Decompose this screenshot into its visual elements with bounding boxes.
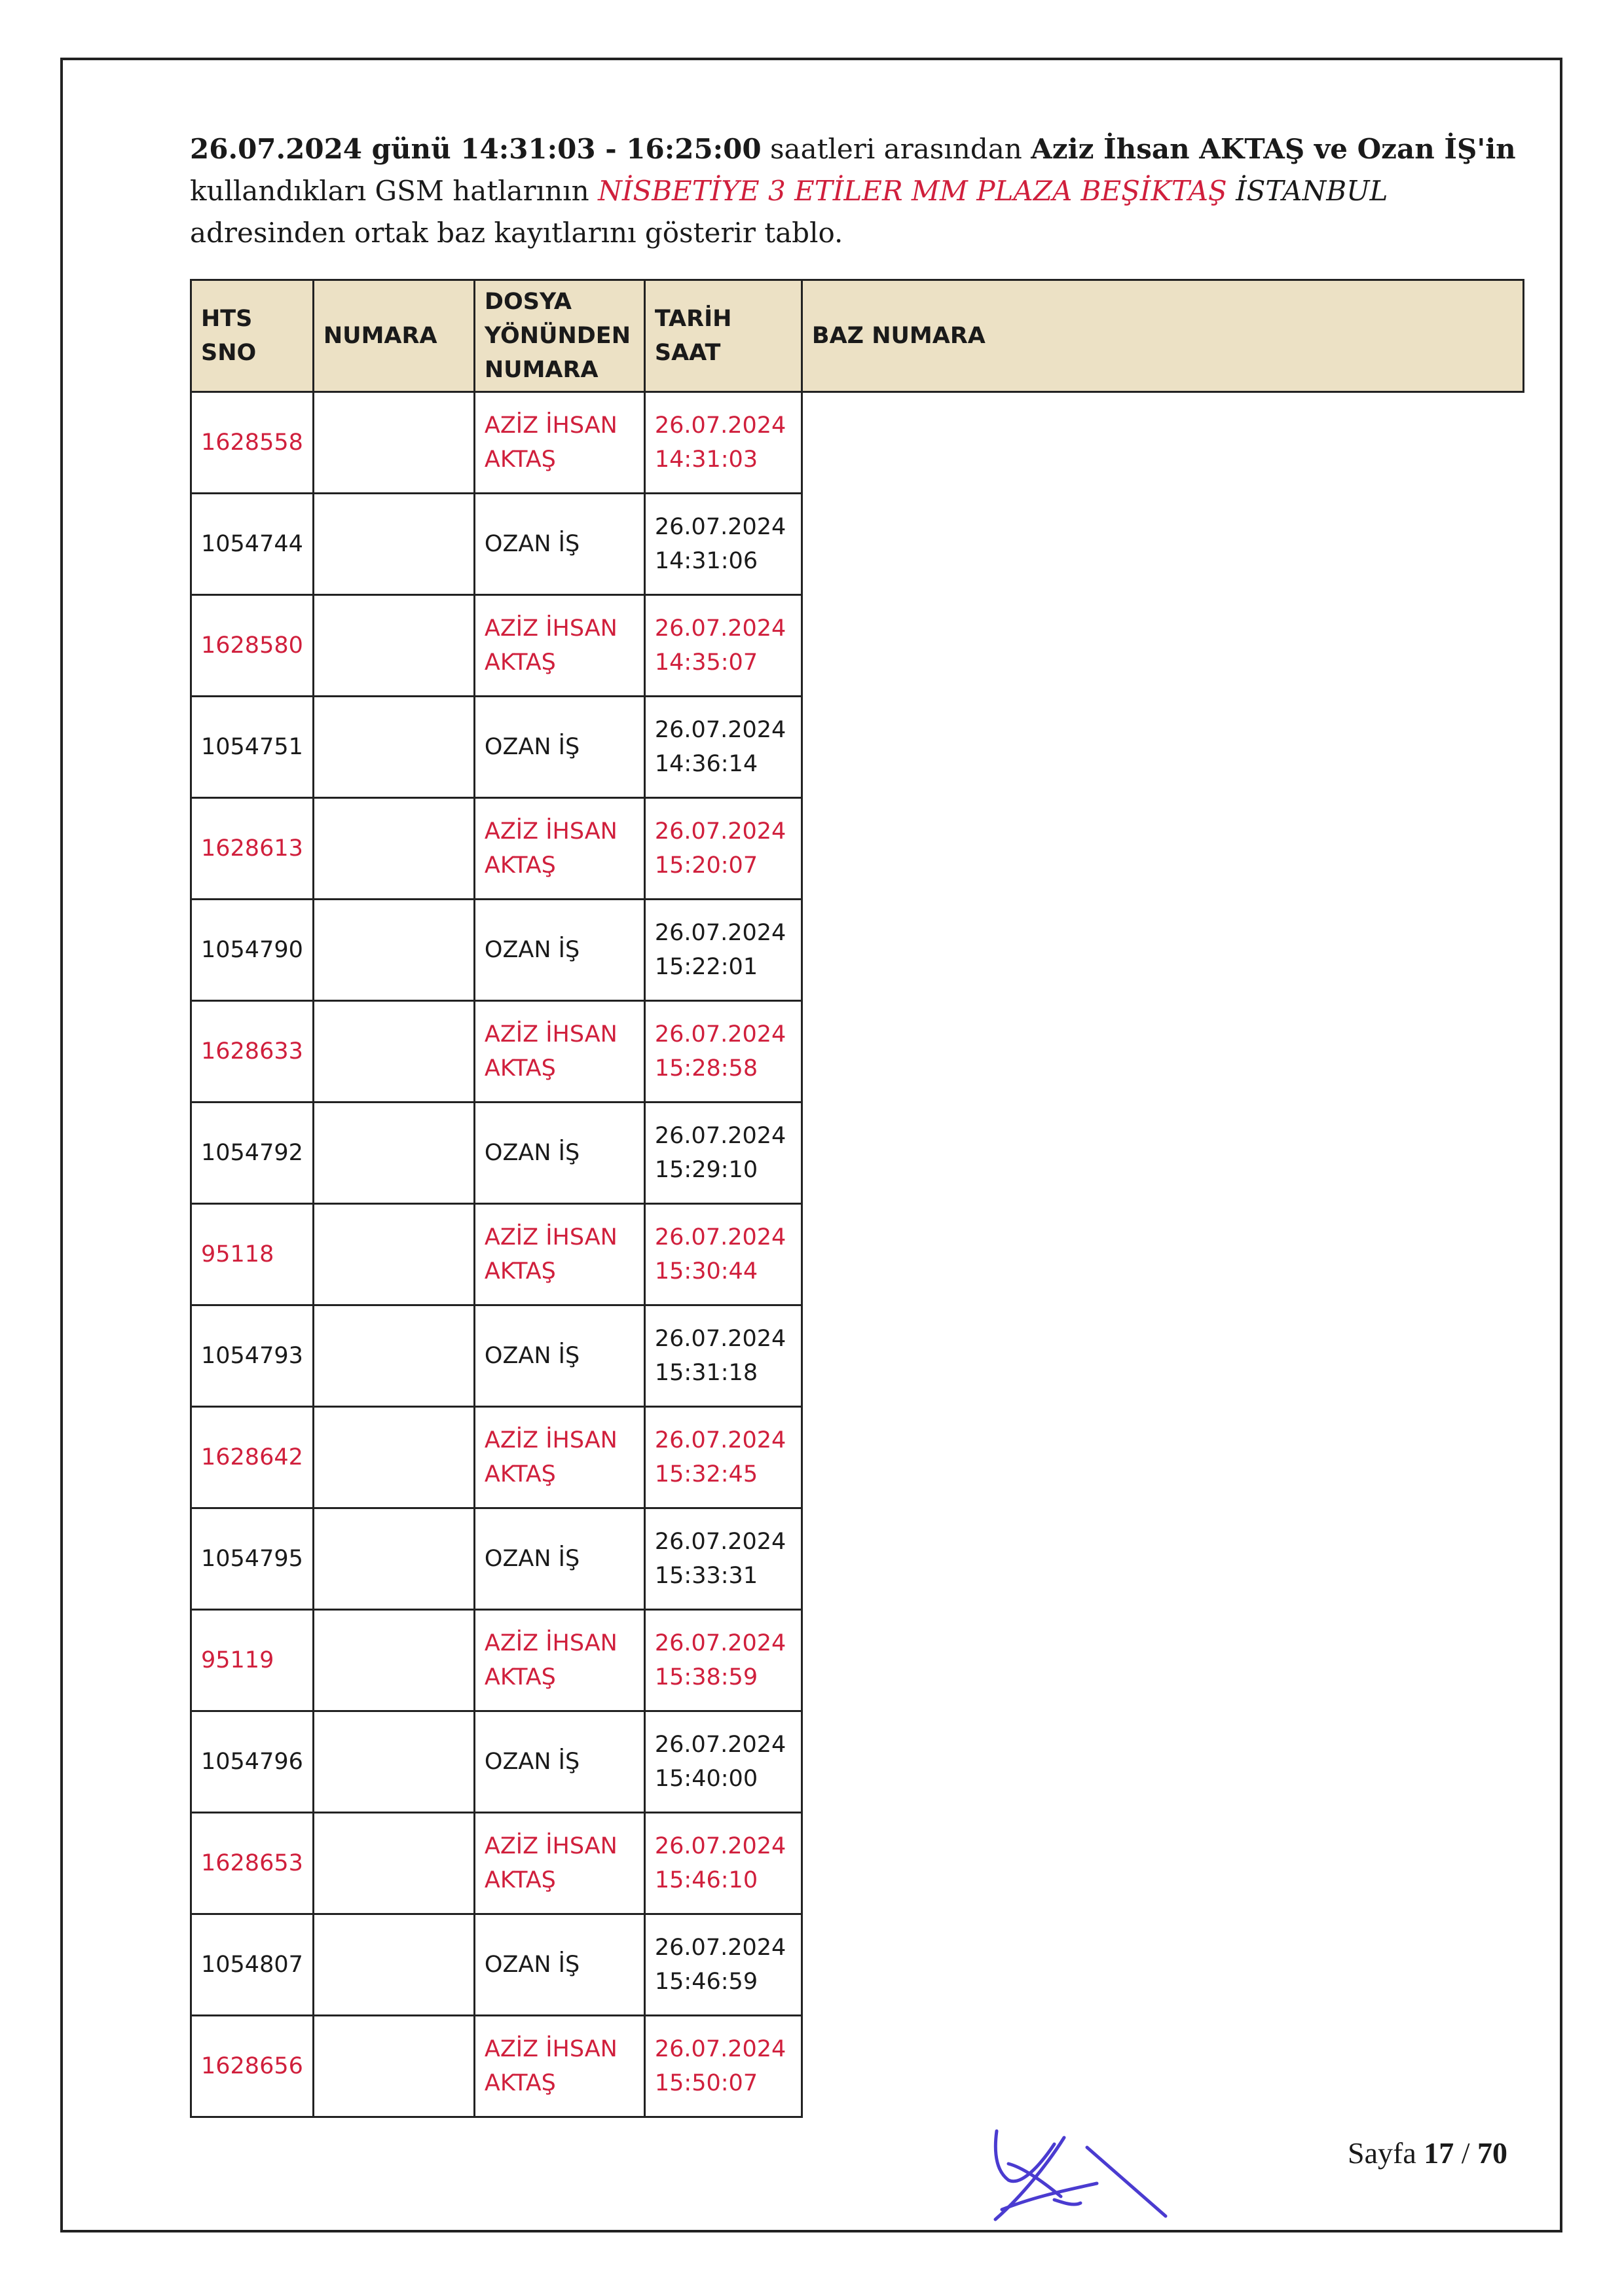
- cell-time: 15:28:58: [654, 1055, 758, 1082]
- cell-numara: [313, 494, 474, 595]
- cell-dosya-line-2: AKTAŞ: [484, 446, 556, 473]
- cell-tarih-saat: [644, 1305, 802, 1407]
- table-row: [191, 494, 1524, 595]
- signature-image: [982, 2118, 1179, 2229]
- cell-time: 15:40:00: [654, 1766, 758, 1792]
- cell-hts-sno: 1628642: [191, 1407, 314, 1508]
- table-row: [191, 697, 1524, 798]
- cell-baz-numara: [802, 494, 1523, 595]
- table-row: [191, 1305, 1524, 1407]
- cell-date: 26.07.2024: [654, 1123, 786, 1149]
- cell-time: 15:32:45: [654, 1461, 758, 1487]
- cell-hts-sno: 1628580: [191, 595, 314, 697]
- intro-paragraph: [190, 128, 1526, 254]
- cell-date: 26.07.2024: [654, 1935, 786, 1961]
- cell-baz-numara: [802, 1813, 1523, 1914]
- intro-date-range: 26.07.2024 günü 14:31:03 - 16:25:00: [190, 133, 762, 165]
- cell-hts-sno: 1054796: [191, 1711, 314, 1813]
- cell-numara: [313, 1407, 474, 1508]
- page-number: [1348, 2136, 1507, 2170]
- header-numara-line: NUMARA: [484, 357, 599, 383]
- table-row: [191, 2016, 1524, 2117]
- table-row: [191, 1813, 1524, 1914]
- cell-dosya-line-1: AZİZ İHSAN: [484, 1630, 618, 1656]
- cell-dosya-yonunden-numara: [474, 1001, 644, 1102]
- cell-dosya-line-1: AZİZ İHSAN: [484, 2036, 618, 2062]
- cell-dosya-yonunden-numara: [474, 1305, 644, 1407]
- cell-tarih-saat: [644, 1914, 802, 2016]
- cell-dosya-line-2: AKTAŞ: [484, 2070, 556, 2096]
- cell-numara: [313, 697, 474, 798]
- cell-dosya-line-1: OZAN İŞ: [484, 1749, 580, 1775]
- cell-dosya-line-1: AZİZ İHSAN: [484, 615, 618, 642]
- cell-baz-numara: [802, 1508, 1523, 1610]
- cell-dosya-yonunden-numara: [474, 595, 644, 697]
- cell-tarih-saat: [644, 1813, 802, 1914]
- cell-date: 26.07.2024: [654, 615, 786, 642]
- cell-dosya-yonunden-numara: [474, 1102, 644, 1204]
- cell-date: 26.07.2024: [654, 514, 786, 540]
- cell-baz-numara: [802, 900, 1523, 1001]
- cell-date: 26.07.2024: [654, 412, 786, 439]
- cell-dosya-line-1: OZAN İŞ: [484, 1546, 580, 1572]
- cell-dosya-line-1: OZAN İŞ: [484, 937, 580, 963]
- cell-hts-sno: 1054792: [191, 1102, 314, 1204]
- cell-hts-sno: 95118: [191, 1204, 314, 1305]
- cell-baz-numara: [802, 1305, 1523, 1407]
- table-row: [191, 798, 1524, 900]
- cell-hts-sno: 1054744: [191, 494, 314, 595]
- cell-baz-numara: [802, 2016, 1523, 2117]
- intro-text-1: saatleri arasından: [761, 133, 1031, 165]
- cell-dosya-line-1: AZİZ İHSAN: [484, 818, 618, 845]
- table-row: [191, 900, 1524, 1001]
- cell-date: 26.07.2024: [654, 1427, 786, 1453]
- cell-dosya-line-2: AKTAŞ: [484, 649, 556, 676]
- header-yonunden-line: YÖNÜNDEN: [484, 323, 631, 349]
- cell-numara: [313, 900, 474, 1001]
- cell-tarih-saat: [644, 900, 802, 1001]
- cell-tarih-saat: [644, 1610, 802, 1711]
- cell-hts-sno: 95119: [191, 1610, 314, 1711]
- cell-hts-sno: 1628558: [191, 392, 314, 494]
- cell-hts-sno: 1054793: [191, 1305, 314, 1407]
- table-header-row: [191, 280, 1524, 392]
- cell-dosya-line-1: OZAN İŞ: [484, 1343, 580, 1369]
- cell-dosya-yonunden-numara: [474, 697, 644, 798]
- cell-dosya-yonunden-numara: [474, 1204, 644, 1305]
- cell-hts-sno: 1628613: [191, 798, 314, 900]
- cell-time: 15:29:10: [654, 1157, 758, 1183]
- cell-tarih-saat: [644, 798, 802, 900]
- cell-tarih-saat: [644, 1001, 802, 1102]
- cell-baz-numara: [802, 1914, 1523, 2016]
- cell-dosya-line-1: AZİZ İHSAN: [484, 1427, 618, 1453]
- table-body: [191, 392, 1524, 2117]
- table-row: [191, 1204, 1524, 1305]
- cell-time: 15:50:07: [654, 2070, 758, 2096]
- cell-date: 26.07.2024: [654, 1732, 786, 1758]
- table-row: [191, 1001, 1524, 1102]
- cell-tarih-saat: [644, 595, 802, 697]
- cell-dosya-yonunden-numara: [474, 1610, 644, 1711]
- cell-dosya-line-1: AZİZ İHSAN: [484, 412, 618, 439]
- cell-dosya-line-2: AKTAŞ: [484, 1258, 556, 1285]
- header-dosya-line: DOSYA: [484, 289, 572, 315]
- cell-baz-numara: [802, 392, 1523, 494]
- cell-dosya-yonunden-numara: [474, 1508, 644, 1610]
- cell-hts-sno: 1054807: [191, 1914, 314, 2016]
- page-separator: /: [1454, 2136, 1478, 2170]
- table-row: [191, 392, 1524, 494]
- cell-tarih-saat: [644, 392, 802, 494]
- table-row: [191, 1914, 1524, 2016]
- cell-numara: [313, 1508, 474, 1610]
- intro-text-2: kullandıkları GSM hatlarının: [190, 175, 599, 207]
- cell-hts-sno: 1628656: [191, 2016, 314, 2117]
- page-current: 17: [1424, 2136, 1454, 2170]
- baz-records-table: [190, 279, 1524, 2118]
- cell-tarih-saat: [644, 1102, 802, 1204]
- cell-baz-numara: [802, 1711, 1523, 1813]
- cell-date: 26.07.2024: [654, 1630, 786, 1656]
- cell-date: 26.07.2024: [654, 920, 786, 946]
- cell-numara: [313, 1102, 474, 1204]
- cell-time: 14:35:07: [654, 649, 758, 676]
- cell-tarih-saat: [644, 1508, 802, 1610]
- cell-baz-numara: [802, 1204, 1523, 1305]
- cell-dosya-line-1: AZİZ İHSAN: [484, 1021, 618, 1048]
- cell-numara: [313, 1711, 474, 1813]
- cell-numara: [313, 595, 474, 697]
- cell-hts-sno: 1628633: [191, 1001, 314, 1102]
- header-sno-line: SNO: [201, 340, 257, 366]
- cell-dosya-yonunden-numara: [474, 798, 644, 900]
- cell-hts-sno: 1054790: [191, 900, 314, 1001]
- cell-date: 26.07.2024: [654, 717, 786, 743]
- cell-dosya-line-1: AZİZ İHSAN: [484, 1224, 618, 1250]
- cell-dosya-line-2: AKTAŞ: [484, 852, 556, 879]
- cell-baz-numara: [802, 798, 1523, 900]
- cell-baz-numara: [802, 1001, 1523, 1102]
- cell-time: 15:38:59: [654, 1664, 758, 1690]
- cell-dosya-line-2: AKTAŞ: [484, 1664, 556, 1690]
- cell-tarih-saat: [644, 2016, 802, 2117]
- table-row: [191, 1508, 1524, 1610]
- table-row: [191, 595, 1524, 697]
- intro-text-3: adresinden ortak baz kayıtlarını gösterir tablo.: [190, 217, 843, 249]
- cell-tarih-saat: [644, 494, 802, 595]
- cell-time: 15:22:01: [654, 954, 758, 980]
- table-row: [191, 1407, 1524, 1508]
- cell-tarih-saat: [644, 1204, 802, 1305]
- cell-dosya-yonunden-numara: [474, 494, 644, 595]
- intro-address-city: İSTANBUL: [1227, 175, 1388, 207]
- cell-tarih-saat: [644, 697, 802, 798]
- table-row: [191, 1102, 1524, 1204]
- cell-time: 14:36:14: [654, 751, 758, 777]
- header-dosya-yonunden-numara: [474, 280, 644, 392]
- cell-baz-numara: [802, 1407, 1523, 1508]
- cell-dosya-line-2: AKTAŞ: [484, 1055, 556, 1082]
- cell-baz-numara: [802, 1610, 1523, 1711]
- cell-numara: [313, 392, 474, 494]
- cell-numara: [313, 798, 474, 900]
- cell-dosya-line-1: OZAN İŞ: [484, 1952, 580, 1978]
- cell-dosya-yonunden-numara: [474, 1711, 644, 1813]
- intro-persons: Aziz İhsan AKTAŞ ve Ozan İŞ'in: [1031, 133, 1516, 165]
- cell-hts-sno: 1054751: [191, 697, 314, 798]
- page-total: 70: [1477, 2136, 1508, 2170]
- cell-time: 15:33:31: [654, 1563, 758, 1589]
- cell-date: 26.07.2024: [654, 1529, 786, 1555]
- cell-baz-numara: [802, 1102, 1523, 1204]
- page-label: Sayfa: [1348, 2136, 1424, 2170]
- cell-hts-sno: 1628653: [191, 1813, 314, 1914]
- cell-date: 26.07.2024: [654, 1021, 786, 1048]
- header-numara: NUMARA: [313, 280, 474, 392]
- cell-time: 15:46:10: [654, 1867, 758, 1893]
- cell-time: 15:31:18: [654, 1360, 758, 1386]
- cell-dosya-yonunden-numara: [474, 1813, 644, 1914]
- cell-dosya-yonunden-numara: [474, 2016, 644, 2117]
- cell-time: 15:46:59: [654, 1969, 758, 1995]
- table-row: [191, 1610, 1524, 1711]
- cell-numara: [313, 1914, 474, 2016]
- header-tarih-saat: TARİH SAAT: [644, 280, 802, 392]
- cell-dosya-line-2: AKTAŞ: [484, 1461, 556, 1487]
- cell-date: 26.07.2024: [654, 1326, 786, 1352]
- cell-numara: [313, 1305, 474, 1407]
- cell-date: 26.07.2024: [654, 2036, 786, 2062]
- cell-time: 14:31:03: [654, 446, 758, 473]
- cell-numara: [313, 1813, 474, 1914]
- cell-dosya-yonunden-numara: [474, 1407, 644, 1508]
- cell-numara: [313, 1001, 474, 1102]
- table-row: [191, 1711, 1524, 1813]
- cell-dosya-line-1: OZAN İŞ: [484, 1140, 580, 1166]
- cell-time: 15:30:44: [654, 1258, 758, 1285]
- intro-address: NİSBETİYE 3 ETİLER MM PLAZA BEŞİKTAŞ: [598, 175, 1227, 207]
- cell-date: 26.07.2024: [654, 1224, 786, 1250]
- cell-dosya-line-1: AZİZ İHSAN: [484, 1833, 618, 1859]
- cell-baz-numara: [802, 697, 1523, 798]
- cell-dosya-line-2: AKTAŞ: [484, 1867, 556, 1893]
- cell-time: 14:31:06: [654, 548, 758, 574]
- cell-tarih-saat: [644, 1407, 802, 1508]
- cell-numara: [313, 1204, 474, 1305]
- cell-date: 26.07.2024: [654, 818, 786, 845]
- cell-tarih-saat: [644, 1711, 802, 1813]
- cell-dosya-yonunden-numara: [474, 1914, 644, 2016]
- cell-hts-sno: 1054795: [191, 1508, 314, 1610]
- cell-numara: [313, 1610, 474, 1711]
- cell-dosya-line-1: OZAN İŞ: [484, 734, 580, 760]
- cell-baz-numara: [802, 595, 1523, 697]
- cell-time: 15:20:07: [654, 852, 758, 879]
- cell-dosya-line-1: OZAN İŞ: [484, 531, 580, 557]
- header-hts-sno: [191, 280, 314, 392]
- cell-date: 26.07.2024: [654, 1833, 786, 1859]
- cell-numara: [313, 2016, 474, 2117]
- header-hts-line: HTS: [201, 306, 253, 332]
- cell-dosya-yonunden-numara: [474, 900, 644, 1001]
- cell-dosya-yonunden-numara: [474, 392, 644, 494]
- header-baz-numara: BAZ NUMARA: [802, 280, 1523, 392]
